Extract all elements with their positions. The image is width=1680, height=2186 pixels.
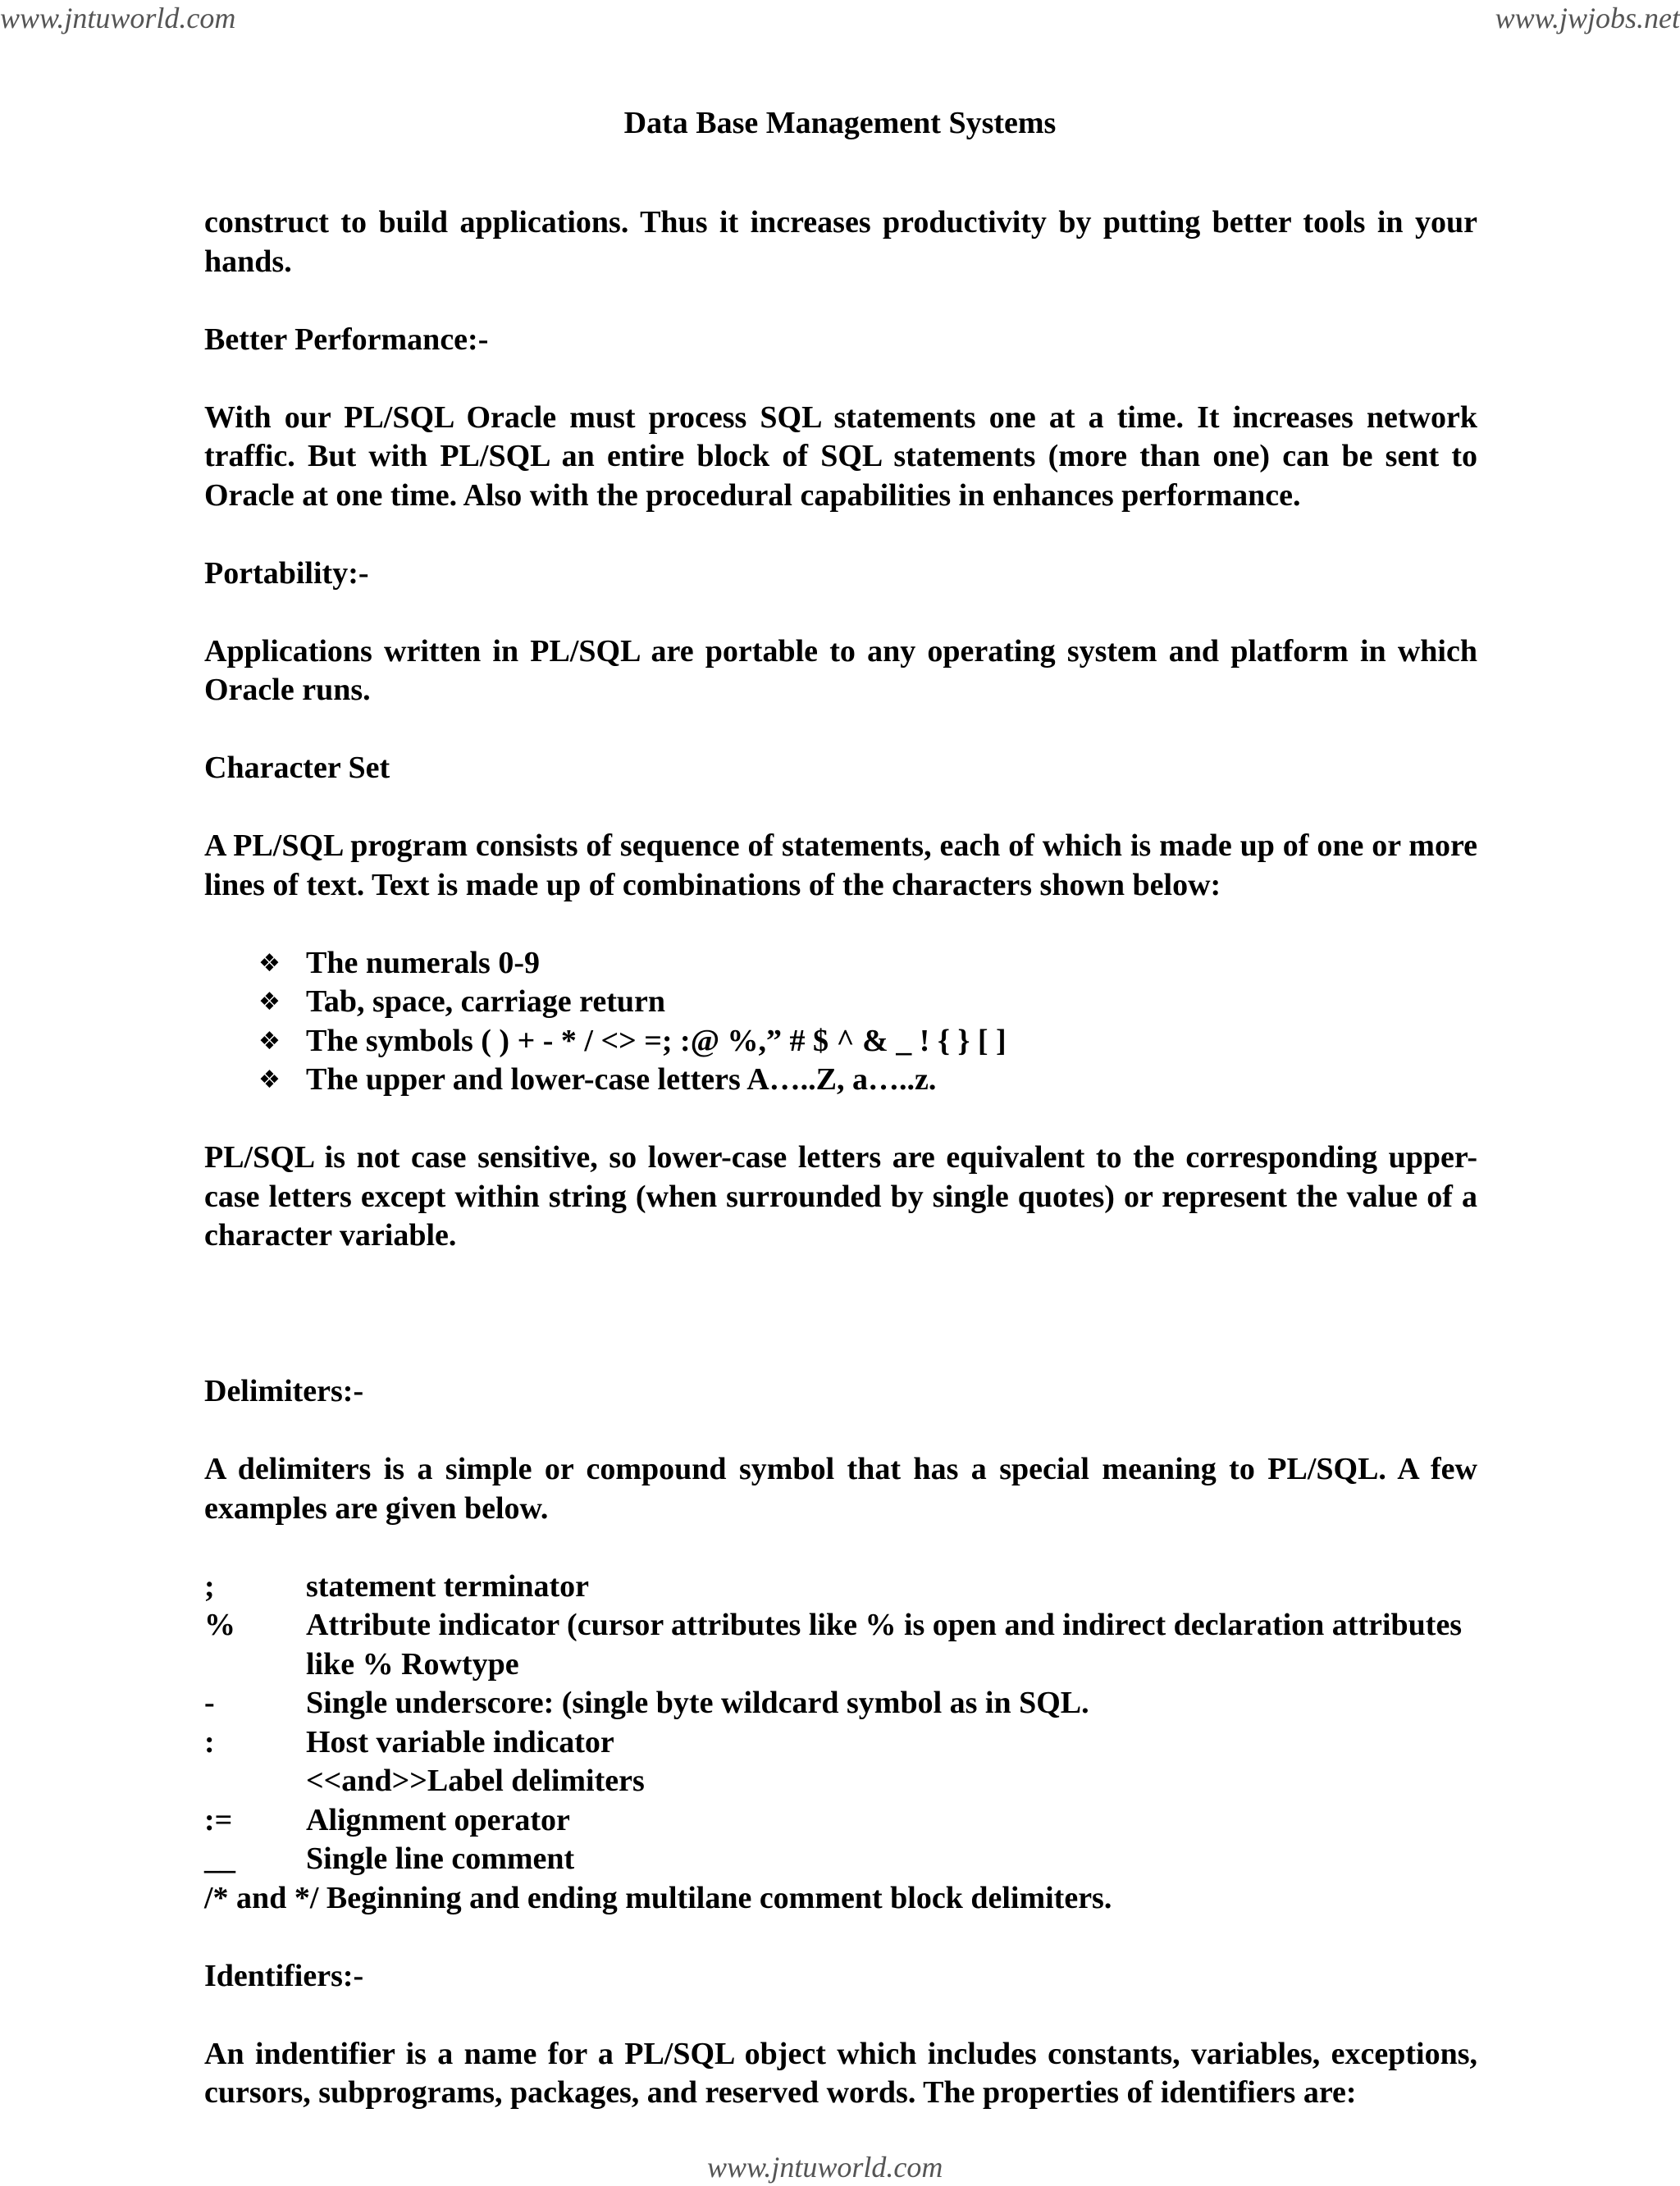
table-row bbox=[204, 1762, 1477, 1801]
list-item-text: The numerals 0-9 bbox=[306, 945, 540, 980]
table-row bbox=[204, 1684, 1477, 1723]
delimiter-description: Single underscore: (single byte wildcard symbol as in SQL. bbox=[306, 1686, 1089, 1720]
delimiter-description: Alignment operator bbox=[306, 1802, 570, 1837]
delimiter-symbol: __ bbox=[204, 1841, 235, 1876]
table-row bbox=[204, 1801, 1477, 1841]
watermark-top-left: www.jntuworld.com bbox=[0, 2, 236, 34]
delimiter-symbol: := bbox=[204, 1802, 233, 1837]
list-item bbox=[258, 983, 1477, 1022]
table-row bbox=[204, 1840, 1477, 1879]
portability-heading: Portability:- bbox=[204, 555, 369, 591]
case-sensitivity-paragraph: PL/SQL is not case sensitive, so lower-case letters are equivalent to the corresponding upper-case letters except within string (when surrounded by single quotes) or represent the value of a character variable. bbox=[204, 1140, 1477, 1253]
delimiter-symbol: : bbox=[204, 1724, 215, 1759]
delimiter-symbol: ; bbox=[204, 1568, 215, 1604]
table-row bbox=[204, 1568, 1477, 1607]
list-item bbox=[258, 1022, 1477, 1061]
intro-paragraph: construct to build applications. Thus it increases productivity by putting better tools in your hands. bbox=[204, 205, 1477, 279]
diamond-bullet-icon: ❖ bbox=[258, 948, 281, 978]
table-row bbox=[204, 1606, 1477, 1684]
table-row bbox=[204, 1723, 1477, 1763]
page-header-title: Data Base Management Systems bbox=[623, 106, 1057, 140]
delimiters-paragraph: A delimiters is a simple or compound symbol that has a special meaning to PL/SQL. A few examples are given below. bbox=[204, 1452, 1477, 1526]
identifiers-paragraph: An indentifier is a name for a PL/SQL object which includes constants, variables, exceptions, cursors, subprograms, packages, and reserved words. The properties of identifiers are: bbox=[204, 2036, 1477, 2110]
diamond-bullet-icon: ❖ bbox=[258, 988, 281, 1016]
list-item-text: The symbols ( ) + - * / <> =; :@ %,” # $ ^ & _ ! { } [ ] bbox=[306, 1023, 1007, 1058]
delimiters-table bbox=[204, 1568, 1477, 1919]
better-performance-paragraph: With our PL/SQL Oracle must process SQL statements one at a time. It increases network traffic. But with PL/SQL an entire block of SQL statements (more than one) can be sent to Oracle at one time. Also with the procedural capabilities in enhances performance. bbox=[204, 399, 1477, 513]
identifiers-heading: Identifiers:- bbox=[204, 1958, 364, 1993]
list-item-text: Tab, space, carriage return bbox=[306, 984, 666, 1019]
delimiter-description: Host variable indicator bbox=[306, 1724, 614, 1759]
list-item bbox=[258, 944, 1477, 983]
list-item-text: The upper and lower-case letters A…..Z, a…..z. bbox=[306, 1062, 937, 1097]
delimiter-symbol: - bbox=[204, 1686, 215, 1720]
character-set-paragraph: A PL/SQL program consists of sequence of statements, each of which is made up of one or more lines of text. Text is made up of combinations of the characters shown below: bbox=[204, 828, 1477, 902]
delimiter-symbol bbox=[204, 1762, 306, 1801]
delimiter-description: statement terminator bbox=[306, 1568, 590, 1604]
portability-paragraph: Applications written in PL/SQL are portable to any operating system and platform in which Oracle runs. bbox=[204, 633, 1477, 707]
diamond-bullet-icon: ❖ bbox=[258, 1066, 281, 1094]
list-item bbox=[258, 1061, 1477, 1100]
table-row bbox=[204, 1879, 1477, 1919]
delimiter-comment-block-line: /* and */ Beginning and ending multilane comment block delimiters. bbox=[204, 1880, 1112, 1915]
watermark-bottom: www.jntuworld.com bbox=[707, 2151, 943, 2184]
watermark-top-right: www.jwjobs.net bbox=[1495, 2, 1680, 34]
diamond-bullet-icon: ❖ bbox=[258, 1026, 281, 1056]
delimiter-description: Attribute indicator (cursor attributes like % is open and indirect declaration attributes like % Rowtype bbox=[306, 1608, 1463, 1682]
better-performance-heading: Better Performance:- bbox=[204, 322, 489, 357]
delimiter-description: <<and>>Label delimiters bbox=[306, 1764, 645, 1798]
delimiter-description: Single line comment bbox=[306, 1841, 575, 1876]
character-set-heading: Character Set bbox=[204, 751, 390, 785]
section-spacer bbox=[204, 1294, 1477, 1372]
delimiter-symbol: % bbox=[204, 1608, 235, 1642]
delimiters-heading: Delimiters:- bbox=[204, 1374, 364, 1408]
character-set-list bbox=[204, 944, 1477, 1100]
document-body bbox=[204, 203, 1477, 2152]
